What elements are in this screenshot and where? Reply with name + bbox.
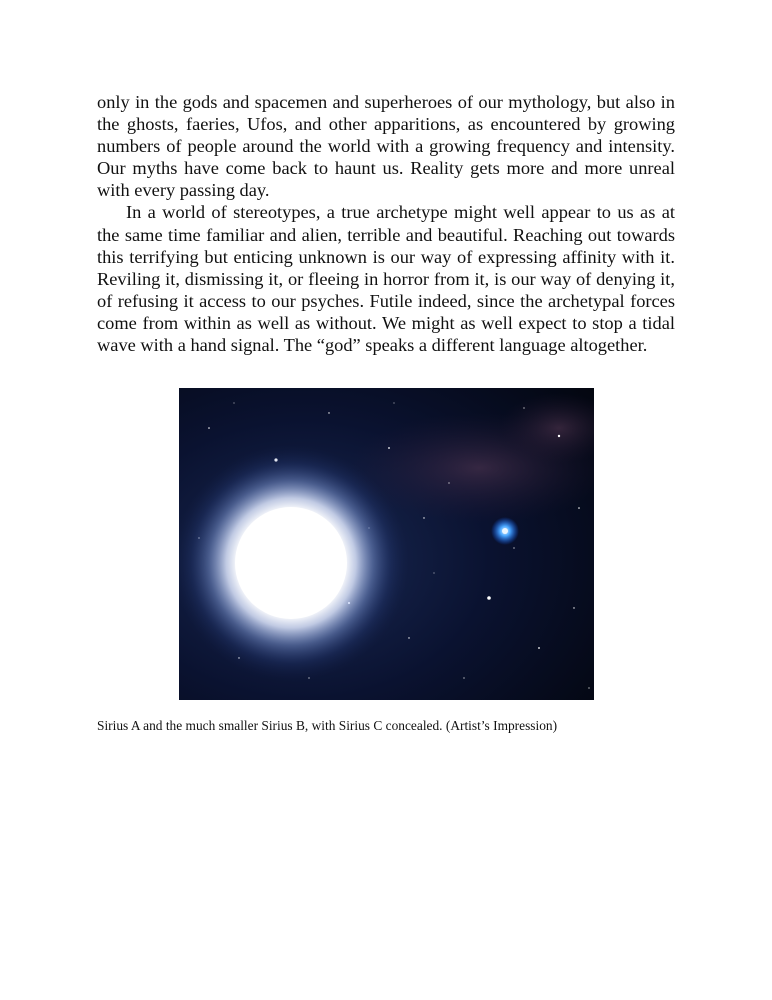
body-text — [97, 91, 675, 356]
paragraph-2: In a world of stereotypes, a true archetype might well appear to us as at the same time familiar and alien, terrible and beautiful. Reaching out towards this terrifying but enticing unknown is our way of expressing affinity with it. Reviling it, dismissing it, or fleeing in horror from it, is our way of denying it, of refusing it access to our psyches. Futile indeed, since the archetypal forces come from within as well as without. We might as well expect to stop a tidal wave with a hand signal. The “god” speaks a different language altogether. — [97, 202, 675, 356]
sirius-illustration — [179, 388, 594, 700]
paragraph-1: only in the gods and spacemen and superheroes of our mythology, but also in the ghosts, faeries, Ufos, and other apparitions, as encountered by growing numbers of people around the world with a growing frequency and intensity. Our myths have come back to haunt us. Reality gets more and more unreal with every passing day. — [97, 92, 675, 201]
figure-caption: Sirius A and the much smaller Sirius B, with Sirius C concealed. (Artist’s Impression) — [97, 718, 558, 733]
star-field-image — [179, 388, 594, 700]
